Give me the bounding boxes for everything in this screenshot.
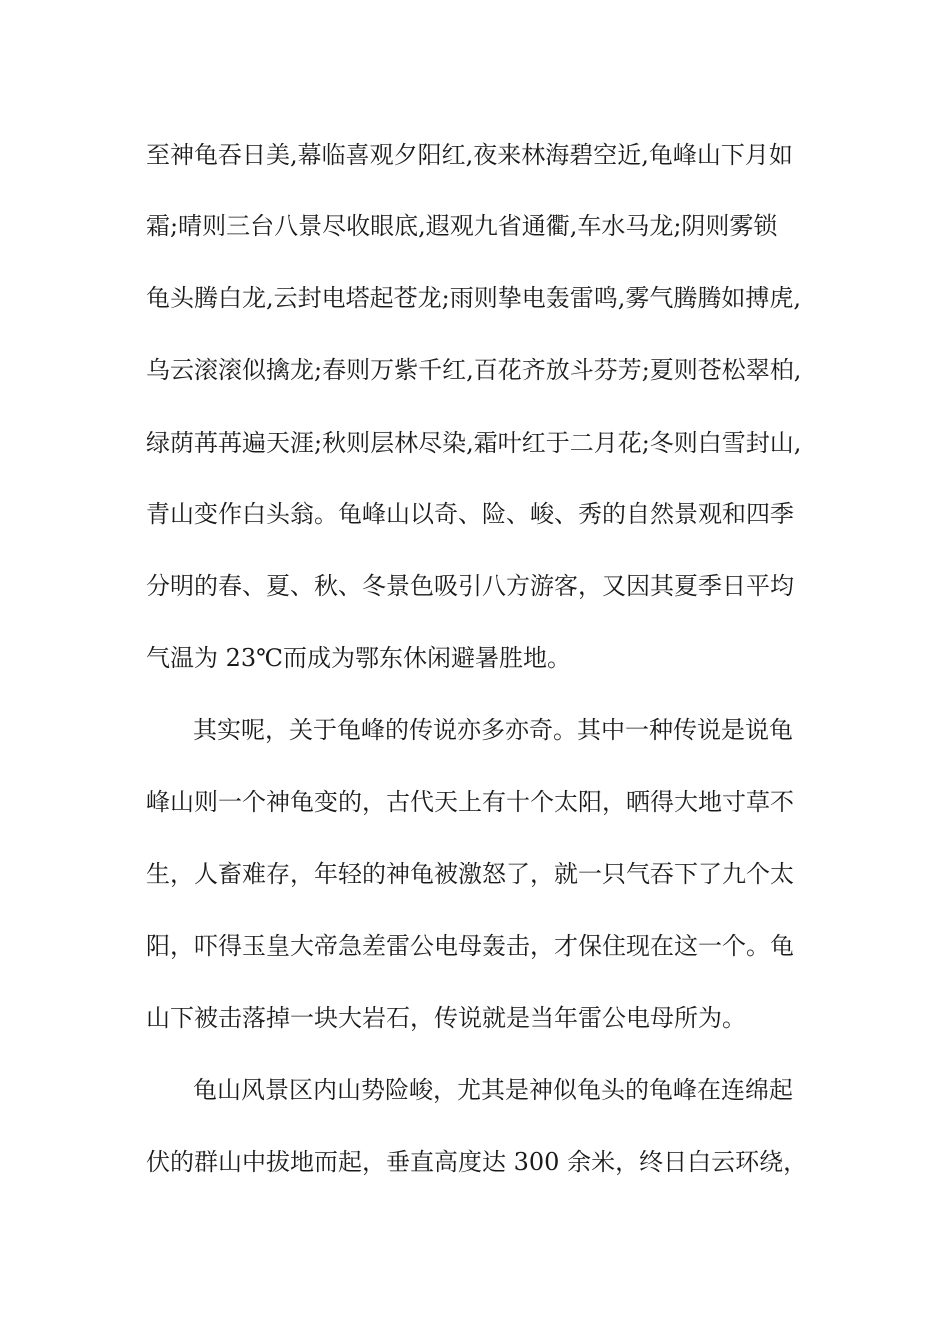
paragraph-first-line: 龟山风景区内山势险峻，尤其是神似龟头的龟峰在连绵起 [193,1076,793,1104]
paragraph-first-line: 其实呢，关于龟峰的传说亦多亦奇。其中一种传说是说龟 [193,716,793,744]
text-line: 阳，吓得玉皇大帝急差雷公电母轰击，才保住现在这一个。龟 [146,932,794,960]
text-line: 乌云滚滚似擒龙;春则万紫千红,百花齐放斗芬芳;夏则苍松翠柏, [146,356,802,384]
text-line: 绿荫苒苒遍天涯;秋则层林尽染,霜叶红于二月花;冬则白雪封山, [146,429,802,457]
text-line: 至神龟吞日美,幕临喜观夕阳红,夜来林海碧空近,龟峰山下月如 [146,141,793,169]
text-line: 峰山则一个神龟变的，古代天上有十个太阳，晒得大地寸草不 [146,788,794,816]
text-line: 霜;晴则三台八景尽收眼底,遐观九省通衢,车水马龙;阴则雾锁 [146,212,778,240]
text-line: 龟头腾白龙,云封电塔起苍龙;雨则挚电轰雷鸣,雾气腾腾如搏虎, [146,284,801,312]
text-line: 青山变作白头翁。龟峰山以奇、险、峻、秀的自然景观和四季 [146,500,794,528]
text-line: 山下被击落掉一块大岩石，传说就是当年雷公电母所为。 [146,1004,746,1032]
text-line: 伏的群山中拔地而起，垂直高度达 300 余米，终日白云环绕， [146,1148,808,1176]
text-line: 分明的春、夏、秋、冬景色吸引八方游客，又因其夏季日平均 [146,572,794,600]
text-line: 生，人畜难存，年轻的神龟被激怒了，就一只气吞下了九个太 [146,860,794,888]
text-line: 气温为 23℃而成为鄂东休闲避暑胜地。 [146,644,572,672]
